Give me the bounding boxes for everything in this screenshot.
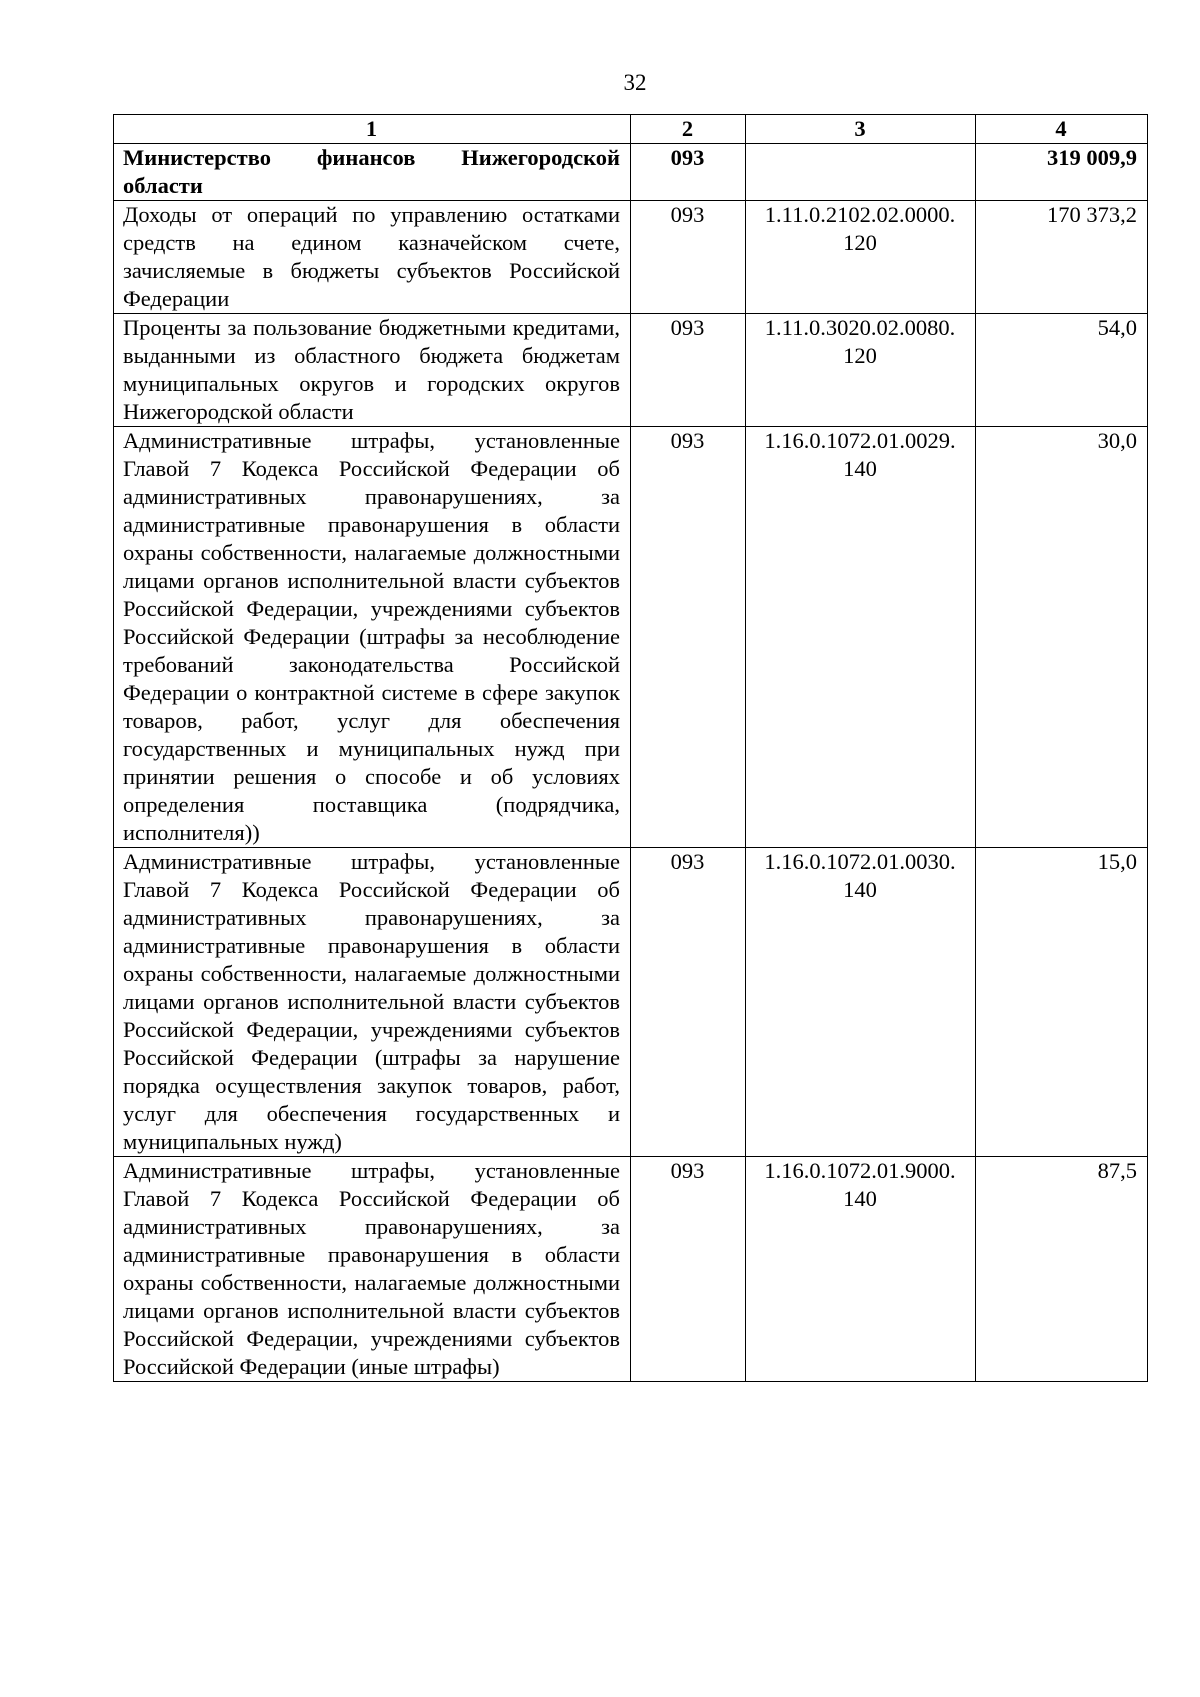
page-number: 32 — [623, 70, 647, 95]
row-description: Доходы от операций по управлению остатками средств на едином казначейском счете, зачисляемые в бюджеты субъектов Российской Федерации — [114, 201, 631, 314]
column-header-4: 4 — [976, 115, 1148, 144]
table-row — [114, 1157, 1148, 1382]
table-row — [114, 314, 1148, 427]
row-kbk-code: 1.16.0.1072.01.9000. 140 — [746, 1157, 976, 1382]
row-amount: 170 373,2 — [976, 201, 1148, 314]
row-description: Административные штрафы, установленные Главой 7 Кодекса Российской Федерации об административных правонарушениях, за административные правонарушения в области охраны собственности, налагаемые должностными лицами органов исполнительной власти субъектов Российской Федерации, учреждениями субъектов Российской Федерации (штрафы за нарушение порядка осуществления закупок товаров, работ, услуг для обеспечения государственных и муниципальных нужд) — [114, 848, 631, 1157]
row-admin-code: 093 — [631, 314, 746, 427]
row-admin-code: 093 — [631, 427, 746, 848]
row-kbk-code: 1.16.0.1072.01.0029. 140 — [746, 427, 976, 848]
row-kbk-code: 1.11.0.2102.02.0000. 120 — [746, 201, 976, 314]
row-amount: 54,0 — [976, 314, 1148, 427]
table-row — [114, 201, 1148, 314]
row-description: Проценты за пользование бюджетными кредитами, выданными из областного бюджета бюджетам муниципальных округов и городских округов Нижегородской области — [114, 314, 631, 427]
table-row — [114, 144, 1148, 201]
row-amount: 87,5 — [976, 1157, 1148, 1382]
table-row — [114, 848, 1148, 1157]
row-admin-code: 093 — [631, 144, 746, 201]
row-admin-code: 093 — [631, 848, 746, 1157]
row-kbk-code: 1.11.0.3020.02.0080. 120 — [746, 314, 976, 427]
column-header-2: 2 — [631, 115, 746, 144]
table-header-row — [114, 115, 1148, 144]
column-header-1: 1 — [114, 115, 631, 144]
row-description: Административные штрафы, установленные Главой 7 Кодекса Российской Федерации об административных правонарушениях, за административные правонарушения в области охраны собственности, налагаемые должностными лицами органов исполнительной власти субъектов Российской Федерации, учреждениями субъектов Российской Федерации (иные штрафы) — [114, 1157, 631, 1382]
row-description: Министерство финансов Нижегородской области — [114, 144, 631, 201]
row-admin-code: 093 — [631, 201, 746, 314]
row-amount: 15,0 — [976, 848, 1148, 1157]
row-amount: 30,0 — [976, 427, 1148, 848]
column-header-3: 3 — [746, 115, 976, 144]
row-description: Административные штрафы, установленные Главой 7 Кодекса Российской Федерации об административных правонарушениях, за административные правонарушения в области охраны собственности, налагаемые должностными лицами органов исполнительной власти субъектов Российской Федерации, учреждениями субъектов Российской Федерации (штрафы за несоблюдение требований законодательства Российской Федерации о контрактной системе в сфере закупок товаров, работ, услуг для обеспечения государственных и муниципальных нужд при принятии решения о способе и об условиях определения поставщика (подрядчика, исполнителя)) — [114, 427, 631, 848]
table-row — [114, 427, 1148, 848]
budget-revenue-table — [113, 114, 1148, 1382]
row-kbk-code: 1.16.0.1072.01.0030. 140 — [746, 848, 976, 1157]
row-kbk-code — [746, 144, 976, 201]
row-admin-code: 093 — [631, 1157, 746, 1382]
row-amount: 319 009,9 — [976, 144, 1148, 201]
